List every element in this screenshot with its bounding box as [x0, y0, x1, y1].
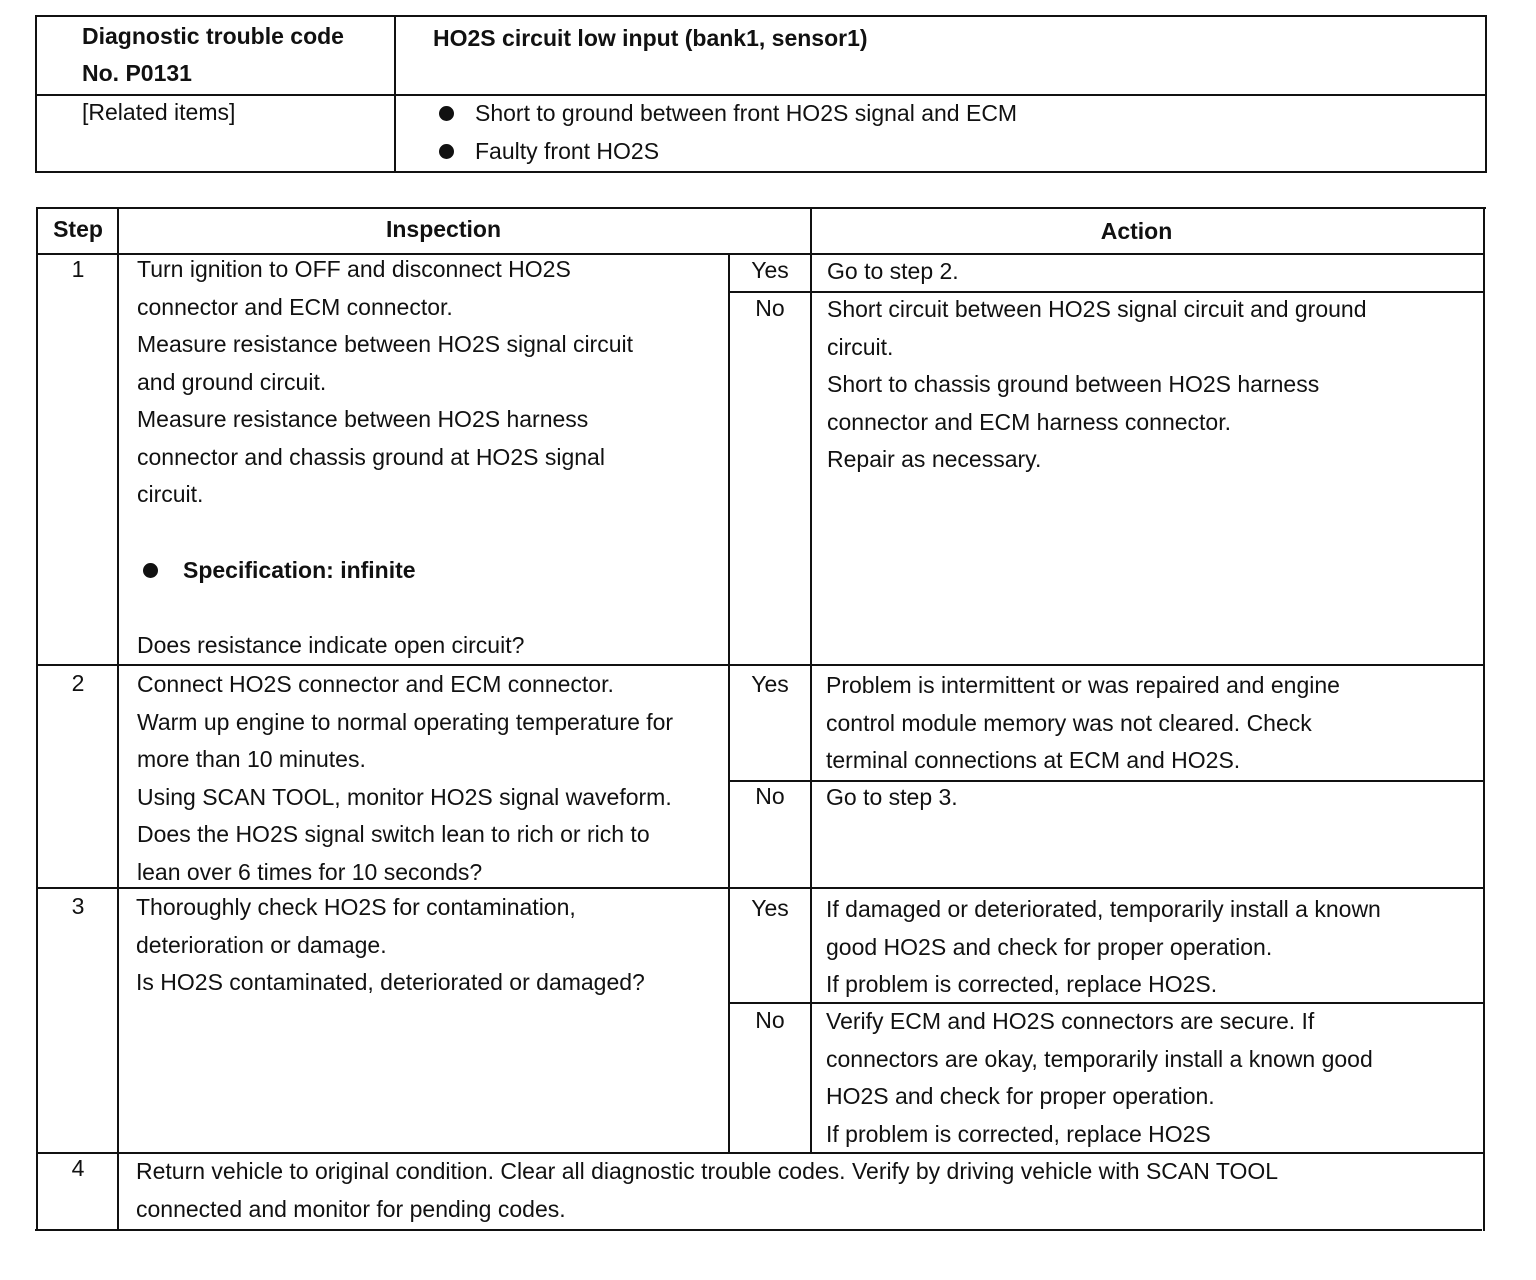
step4-line: connected and monitor for pending codes.	[136, 1195, 566, 1222]
action-line: HO2S and check for proper operation.	[826, 1083, 1215, 1109]
inspection-line: Is HO2S contaminated, deteriorated or damaged?	[136, 969, 645, 995]
header-border-top	[35, 15, 1487, 17]
yes-label: Yes	[751, 895, 789, 921]
inspection-line: Turn ignition to OFF and disconnect HO2S	[137, 256, 571, 282]
header-border-bottom	[35, 171, 1487, 173]
inspection-line: connector and chassis ground at HO2S signal	[137, 443, 605, 470]
bullet-icon	[439, 144, 454, 159]
related-items-label: [Related items]	[82, 99, 236, 125]
action-line: circuit.	[827, 333, 894, 360]
inspection-line: deterioration or damage.	[136, 931, 387, 958]
no-label: No	[755, 295, 785, 321]
inspection-line: lean over 6 times for 10 seconds?	[137, 858, 483, 885]
step4-text	[136, 1153, 1278, 1228]
inspection-line: Connect HO2S connector and ECM connector.	[137, 671, 614, 697]
inspection-line: Does the HO2S signal switch lean to rich or rich to	[137, 821, 650, 847]
step1-no-action	[827, 291, 1367, 479]
step2-yes-action	[826, 667, 1340, 780]
step1-question: Does resistance indicate open circuit?	[137, 632, 525, 658]
step2-inspection	[137, 666, 673, 891]
step-number: 4	[71, 1155, 85, 1181]
inspection-line: Measure resistance between HO2S signal circuit	[137, 331, 634, 357]
step-number: 1	[71, 256, 85, 282]
action-line: connectors are okay, temporarily install a known good	[826, 1045, 1373, 1072]
no-label: No	[755, 783, 785, 809]
dtc-label-line1: Diagnostic trouble code	[82, 23, 344, 49]
action-line: Repair as necessary.	[827, 446, 1042, 472]
action-column-header: Action	[1100, 218, 1173, 244]
step4-line: Return vehicle to original condition. Clear all diagnostic trouble codes. Verify by driving vehicle with SCAN TOOL	[136, 1158, 1279, 1184]
step3-no-action	[826, 1003, 1373, 1153]
table-border-right	[1483, 207, 1485, 1231]
inspection-line: more than 10 minutes.	[137, 746, 366, 772]
inspection-column-header: Inspection	[385, 216, 501, 242]
inspection-line: circuit.	[137, 481, 204, 507]
inspection-line: and ground circuit.	[137, 368, 327, 395]
inspection-line: Measure resistance between HO2S harness	[137, 406, 589, 432]
related-item: Short to ground between front HO2S signal and ECM	[475, 100, 1018, 126]
action-line: connector and ECM harness connector.	[827, 408, 1232, 435]
action-line: control module memory was not cleared. Check	[826, 709, 1312, 736]
inspection-line: Thoroughly check HO2S for contamination,	[136, 894, 576, 920]
action-line: Go to step 3.	[826, 784, 958, 810]
step1-inspection	[137, 251, 633, 514]
inspection-line: connector and ECM connector.	[137, 293, 453, 320]
action-line: terminal connections at ECM and HO2S.	[826, 747, 1241, 773]
yesno-action-divider	[810, 254, 812, 1153]
step3-inspection	[136, 889, 645, 1002]
step-column-divider	[117, 207, 119, 1231]
table-border-bottom	[35, 1229, 1482, 1231]
inspection-line: Using SCAN TOOL, monitor HO2S signal waveform.	[137, 783, 672, 810]
action-line: Problem is intermittent or was repaired and engine	[826, 672, 1340, 698]
action-line: If problem is corrected, replace HO2S.	[826, 971, 1218, 997]
dtc-title: HO2S circuit low input (bank1, sensor1)	[433, 25, 868, 51]
step1-yes-action	[827, 253, 959, 291]
action-line: Go to step 2.	[827, 258, 959, 284]
yes-label: Yes	[751, 671, 789, 697]
step-number: 3	[71, 893, 85, 919]
yes-label: Yes	[751, 257, 789, 283]
action-line: Verify ECM and HO2S connectors are secure. If	[826, 1008, 1315, 1034]
specification-text: Specification: infinite	[183, 557, 416, 583]
inspection-line: Warm up engine to normal operating temperature for	[137, 708, 674, 735]
bullet-icon	[439, 106, 454, 121]
step2-no-action	[826, 779, 958, 817]
action-line: If problem is corrected, replace HO2S	[826, 1120, 1211, 1147]
bullet-icon	[143, 563, 158, 578]
step3-yes-action	[826, 891, 1381, 1004]
no-label: No	[755, 1007, 785, 1033]
step-column-header: Step	[53, 216, 103, 242]
step-number: 2	[71, 670, 85, 696]
action-line: If damaged or deteriorated, temporarily install a known	[826, 896, 1381, 922]
action-line: Short to chassis ground between HO2S harness	[827, 371, 1320, 397]
table-border-left	[36, 207, 38, 1231]
related-item: Faulty front HO2S	[475, 138, 660, 164]
action-line: Short circuit between HO2S signal circuit and ground	[827, 296, 1367, 322]
dtc-label-line2: No. P0131	[82, 60, 192, 86]
action-line: good HO2S and check for proper operation.	[826, 933, 1273, 960]
table-border-top	[36, 207, 1486, 209]
